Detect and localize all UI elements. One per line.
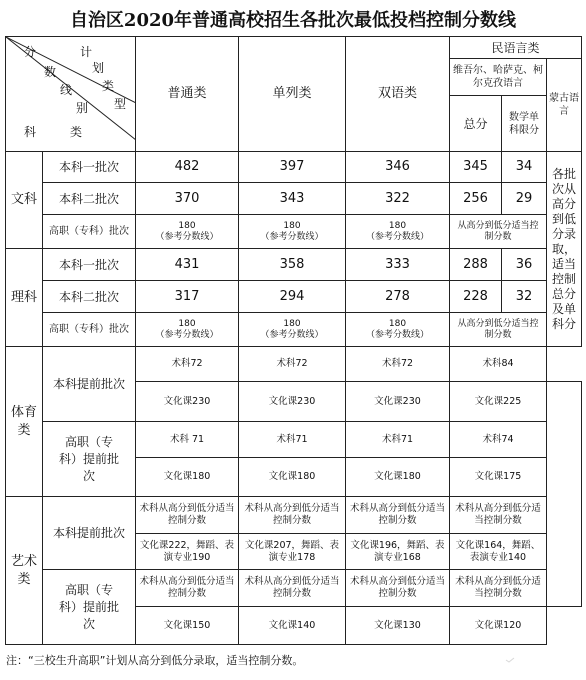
diag-label-8: 型 — [114, 97, 127, 111]
ref-note: （参考分数线） — [155, 329, 219, 340]
ref-score: 180 — [283, 220, 301, 231]
col-header-subject-limit: 数学单科限分 — [502, 96, 547, 152]
diag-label-2: 计 — [80, 45, 93, 59]
menggu-blank — [547, 382, 582, 607]
page-title: 自治区2020年普通高校招生各批次最低投档控制分数线 — [69, 10, 517, 31]
ref-note: （参考分数线） — [260, 329, 324, 340]
score-cell: 358 — [239, 249, 346, 281]
col-header-minyu: 民语言类 — [450, 37, 582, 59]
category-tiyu-label: 体育类 — [10, 404, 37, 438]
score-cell: 370 — [136, 183, 239, 215]
footnote: 注：“三校生升高职”计划从高分到低分录取，适当控制分数。 — [6, 654, 304, 667]
yishu-wen-cell: 文化课140 — [239, 607, 346, 645]
ref-note: （参考分数线） — [155, 231, 219, 242]
batch-label: 高职（专科）批次 — [43, 215, 136, 249]
score-cell: 288 — [450, 249, 502, 281]
tiyu-wen-cell: 文化课175 — [450, 458, 547, 497]
tiyu-wen-cell: 文化课180 — [239, 458, 346, 497]
score-cell: 228 — [450, 281, 502, 313]
score-cell: 346 — [346, 152, 450, 183]
col-header-total: 总分 — [450, 96, 502, 152]
ref-score-cell — [239, 215, 346, 249]
menggu-note-text: 各批次从高分到低分录取，适当控制总分及单科分 — [552, 166, 577, 331]
batch-label — [43, 422, 136, 497]
ref-score-cell — [136, 215, 239, 249]
col-header-putong: 普通类 — [136, 37, 239, 152]
diag-label-5: 线 — [60, 83, 73, 97]
tiyu-shu-cell: 术科74 — [450, 422, 547, 458]
diag-label-6: 类 — [102, 79, 115, 93]
tiyu-shu-cell: 术科84 — [450, 347, 547, 382]
ref-score-cell — [346, 313, 450, 347]
menggu-note — [547, 152, 582, 347]
score-cell: 322 — [346, 183, 450, 215]
tiyu-wen-cell: 文化课225 — [450, 382, 547, 422]
col-header-shuangyu: 双语类 — [346, 37, 450, 152]
col-header-weiwuer: 维吾尔、哈萨克、柯尔克孜语言 — [450, 59, 547, 96]
ref-note: （参考分数线） — [365, 329, 429, 340]
score-cell: 294 — [239, 281, 346, 313]
score-cell: 397 — [239, 152, 346, 183]
yishu-shu-cell: 术科从高分到低分适当控制分数 — [450, 497, 547, 534]
score-table — [5, 36, 582, 645]
batch-label: 高职（专科）批次 — [43, 313, 136, 347]
batch-label-text: 高职（专科）提前批次 — [59, 434, 120, 483]
diag-label-3: 数 — [44, 65, 57, 79]
ref-note: （参考分数线） — [365, 231, 429, 242]
yishu-shu-cell: 术科从高分到低分适当控制分数 — [136, 570, 239, 607]
category-yishu — [6, 497, 43, 645]
tiyu-shu-cell: 术科 71 — [136, 422, 239, 458]
yishu-shu-cell: 术科从高分到低分适当控制分数 — [346, 570, 450, 607]
score-cell: 278 — [346, 281, 450, 313]
diag-label-7: 别 — [76, 101, 89, 115]
col-header-danlie: 单列类 — [239, 37, 346, 152]
minyu-note: 从高分到低分适当控制分数 — [450, 215, 547, 249]
tiyu-shu-cell: 术科72 — [239, 347, 346, 382]
batch-label: 本科一批次 — [43, 249, 136, 281]
yishu-wen-cell: 文化课207，舞蹈、表演专业178 — [239, 534, 346, 570]
yishu-wen-cell: 文化课196，舞蹈、表演专业168 — [346, 534, 450, 570]
tiyu-shu-cell: 术科71 — [239, 422, 346, 458]
diag-label-10: 类 — [70, 125, 83, 139]
score-cell: 32 — [502, 281, 547, 313]
yishu-shu-cell: 术科从高分到低分适当控制分数 — [136, 497, 239, 534]
category-tiyu — [6, 347, 43, 497]
yishu-wen-cell: 文化课164，舞蹈、表演专业140 — [450, 534, 547, 570]
score-cell: 333 — [346, 249, 450, 281]
batch-label-text: 高职（专科）提前批次 — [59, 582, 120, 631]
ref-score: 180 — [283, 318, 301, 329]
batch-label: 本科二批次 — [43, 281, 136, 313]
yishu-shu-cell: 术科从高分到低分适当控制分数 — [239, 497, 346, 534]
score-cell: 317 — [136, 281, 239, 313]
batch-label — [43, 570, 136, 645]
score-cell: 34 — [502, 152, 547, 183]
ref-score-cell — [346, 215, 450, 249]
score-cell: 343 — [239, 183, 346, 215]
yishu-shu-cell: 术科从高分到低分适当控制分数 — [239, 570, 346, 607]
yishu-wen-cell: 文化课150 — [136, 607, 239, 645]
diag-label-1: 分 — [24, 45, 37, 59]
yishu-shu-cell: 术科从高分到低分适当控制分数 — [450, 570, 547, 607]
score-cell: 345 — [450, 152, 502, 183]
ref-score: 180 — [178, 220, 196, 231]
batch-label: 本科提前批次 — [43, 497, 136, 570]
category-wenke: 文科 — [6, 152, 43, 249]
tiyu-wen-cell: 文化课230 — [239, 382, 346, 422]
category-like: 理科 — [6, 249, 43, 347]
tiyu-shu-cell: 术科71 — [346, 422, 450, 458]
ref-score: 180 — [178, 318, 196, 329]
tiyu-wen-cell: 文化课230 — [346, 382, 450, 422]
score-cell: 29 — [502, 183, 547, 215]
header-diagonal-cell — [6, 37, 136, 152]
score-cell: 36 — [502, 249, 547, 281]
tiyu-wen-cell: 文化课230 — [136, 382, 239, 422]
score-cell: 431 — [136, 249, 239, 281]
yishu-wen-cell: 文化课120 — [450, 607, 547, 645]
ref-score: 180 — [388, 220, 407, 231]
minyu-note: 从高分到低分适当控制分数 — [450, 313, 547, 347]
check-mark-icon — [505, 657, 519, 663]
ref-note: （参考分数线） — [260, 231, 324, 242]
tiyu-shu-cell: 术科72 — [346, 347, 450, 382]
tiyu-wen-cell: 文化课180 — [136, 458, 239, 497]
ref-score-cell — [136, 313, 239, 347]
yishu-wen-cell: 文化课222，舞蹈、表演专业190 — [136, 534, 239, 570]
batch-label: 本科一批次 — [43, 152, 136, 183]
batch-label: 本科提前批次 — [43, 347, 136, 422]
score-table-wrapper — [5, 36, 581, 645]
yishu-shu-cell: 术科从高分到低分适当控制分数 — [346, 497, 450, 534]
score-cell: 482 — [136, 152, 239, 183]
score-cell: 256 — [450, 183, 502, 215]
diag-label-4: 划 — [92, 61, 105, 75]
tiyu-shu-cell: 术科72 — [136, 347, 239, 382]
category-yishu-label: 艺术类 — [10, 553, 37, 587]
yishu-wen-cell: 文化课130 — [346, 607, 450, 645]
diag-label-9: 科 — [24, 125, 37, 139]
tiyu-wen-cell: 文化课180 — [346, 458, 450, 497]
batch-label: 本科二批次 — [43, 183, 136, 215]
ref-score: 180 — [388, 318, 407, 329]
col-header-menggu: 蒙古语言 — [547, 59, 582, 152]
ref-score-cell — [239, 313, 346, 347]
